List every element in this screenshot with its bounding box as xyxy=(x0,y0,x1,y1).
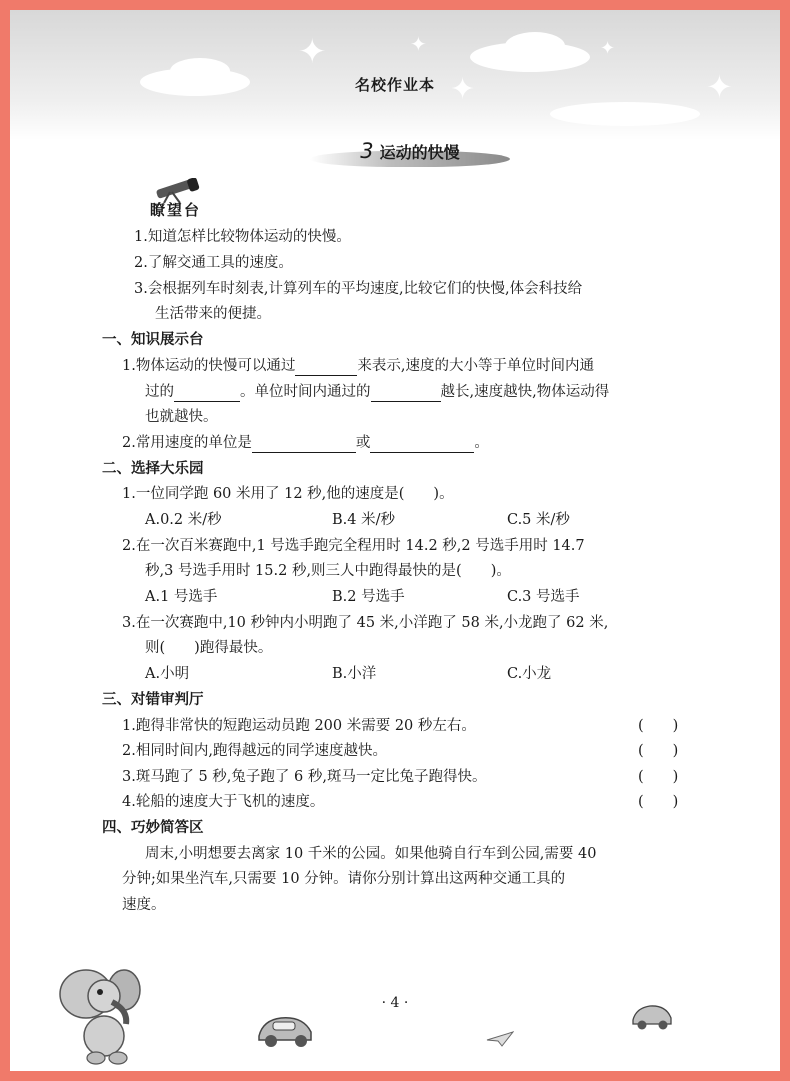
judgement-item: 1.跑得非常快的短跑运动员跑 200 米需要 20 秒左右。 xyxy=(122,718,476,734)
judgement-item: 4.轮船的速度大于飞机的速度。 xyxy=(122,794,325,810)
answer-blank[interactable] xyxy=(370,436,474,453)
sparkle-icon: ✦ xyxy=(410,32,427,56)
answer-bracket[interactable]: ( ) xyxy=(638,718,679,734)
answer-blank[interactable] xyxy=(252,436,356,453)
answer-option[interactable]: A.0.2 米/秒 xyxy=(145,512,222,528)
question-line: 2.常用速度的单位是 或 。 xyxy=(122,435,489,451)
answer-prompt-line: 周末,小明想要去离家 10 千米的公园。如果他骑自行车到公园,需要 40 xyxy=(145,846,597,862)
section-title: 四、巧妙简答区 xyxy=(102,820,204,836)
answer-bracket[interactable]: ( ) xyxy=(638,769,679,785)
question-line: 也就越快。 xyxy=(145,409,218,425)
preview-item: 生活带来的便捷。 xyxy=(155,306,271,322)
section-title: 一、知识展示台 xyxy=(102,332,204,348)
answer-option[interactable]: A.1 号选手 xyxy=(145,589,218,605)
preview-item: 2.了解交通工具的速度。 xyxy=(134,255,293,271)
car-illustration xyxy=(630,1000,674,1032)
preview-title: 瞭望台 xyxy=(150,201,202,219)
preview-item: 1.知道怎样比较物体运动的快慢。 xyxy=(134,229,351,245)
section-title: 二、选择大乐园 xyxy=(102,461,204,477)
cloud-decoration xyxy=(505,32,565,60)
lesson-title: 运动的快慢 xyxy=(379,143,460,162)
answer-prompt-line: 分钟;如果坐汽车,只需要 10 分钟。请你分别计算出这两种交通工具的 xyxy=(122,871,566,887)
answer-bracket[interactable]: ( ) xyxy=(638,794,679,810)
question-line: 2.在一次百米赛跑中,1 号选手跑完全程用时 14.2 秒,2 号选手用时 14.7 xyxy=(122,538,585,554)
lesson-number: 3 xyxy=(360,139,374,163)
sparkle-icon: ✦ xyxy=(450,72,476,107)
book-title: 名校作业本 xyxy=(354,76,435,94)
car-illustration xyxy=(255,1010,315,1050)
worksheet-page xyxy=(10,10,780,1071)
question-line: 则( )跑得最快。 xyxy=(145,640,273,656)
answer-option[interactable]: B.小洋 xyxy=(332,666,377,682)
lesson-heading xyxy=(310,137,510,171)
judgement-item: 2.相同时间内,跑得越远的同学速度越快。 xyxy=(122,743,387,759)
question-line: 3.在一次赛跑中,10 秒钟内小明跑了 45 米,小洋跑了 58 米,小龙跑了 62 米, xyxy=(122,615,609,631)
section-title: 三、对错审判厅 xyxy=(102,692,204,708)
question-line: 过的 。单位时间内通过的 越长,速度越快,物体运动得 xyxy=(145,384,610,400)
question-line: 1.一位同学跑 60 米用了 12 秒,他的速度是( )。 xyxy=(122,486,454,502)
elephant-illustration xyxy=(46,962,146,1067)
answer-option[interactable]: C.小龙 xyxy=(507,666,552,682)
answer-blank[interactable] xyxy=(174,385,240,402)
answer-option[interactable]: C.5 米/秒 xyxy=(507,512,570,528)
answer-blank[interactable] xyxy=(295,359,357,376)
answer-blank[interactable] xyxy=(371,385,441,402)
answer-prompt-line: 速度。 xyxy=(122,897,166,913)
preview-item: 3.会根据列车时刻表,计算列车的平均速度,比较它们的快慢,体会科技给 xyxy=(134,281,583,297)
question-line: 秒,3 号选手用时 15.2 秒,则三人中跑得最快的是( )。 xyxy=(145,563,511,579)
question-line: 1.物体运动的快慢可以通过 来表示,速度的大小等于单位时间内通 xyxy=(122,358,594,374)
paper-plane-icon xyxy=(486,1030,514,1048)
sparkle-icon: ✦ xyxy=(600,38,616,59)
sparkle-icon: ✦ xyxy=(298,32,327,72)
answer-option[interactable]: A.小明 xyxy=(145,666,190,682)
sparkle-icon: ✦ xyxy=(706,68,733,106)
judgement-item: 3.斑马跑了 5 秒,兔子跑了 6 秒,斑马一定比兔子跑得快。 xyxy=(122,769,487,785)
answer-option[interactable]: B.4 米/秒 xyxy=(332,512,395,528)
answer-option[interactable]: C.3 号选手 xyxy=(507,589,580,605)
answer-option[interactable]: B.2 号选手 xyxy=(332,589,405,605)
answer-bracket[interactable]: ( ) xyxy=(638,743,679,759)
cloud-decoration xyxy=(550,102,700,126)
page-number: · 4 · xyxy=(381,995,409,1011)
